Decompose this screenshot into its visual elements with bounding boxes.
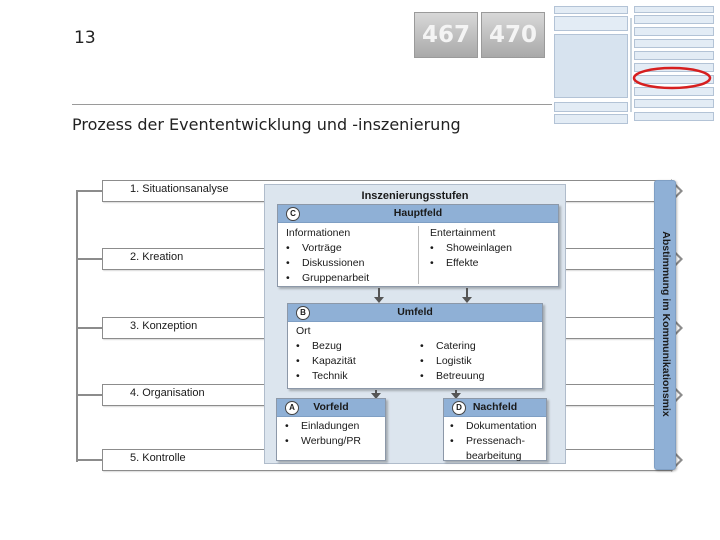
page-reference-1: 467 [414,12,478,58]
inszenierungsstufen-panel [264,184,566,464]
list-item: • Kapazität [296,354,356,369]
list-item: • Pressenach- [450,434,537,449]
nachfeld-box [443,398,547,461]
list-item: • Logistik [420,354,484,369]
field-title: Hauptfeld [393,207,443,219]
field-title: Nachfeld [472,401,518,413]
vorfeld-list [285,419,361,449]
column-heading: Ort [296,325,311,337]
marker-c: C [286,207,300,221]
highlight-ellipse [554,6,714,124]
page-reference-2: 470 [481,12,545,58]
page-title: Prozess der Evententwicklung und -inszenierung [72,115,461,134]
panel-title: Inszenierungsstufen [361,190,469,202]
nachfeld-list [450,419,537,464]
list-item: • Diskussionen [286,256,369,271]
side-label: Abstimmung im Kommunikationsmix [660,231,672,417]
hauptfeld-box [277,204,559,287]
arrow-down [375,390,377,394]
list-item: • Gruppenarbeit [286,271,369,286]
informationen-column [286,226,369,286]
arrow-down [466,288,468,298]
vorfeld-box [276,398,386,461]
stage-label: 4. Organisation [130,387,205,399]
list-item: • Showeinlagen [430,241,512,256]
page-number: 13 [74,28,96,48]
column-heading: Entertainment [430,227,496,239]
stage-label: 3. Konzeption [130,320,198,332]
list-item: • Einladungen [285,419,361,434]
marker-a: A [285,401,299,415]
column-heading: Informationen [286,227,351,239]
umfeld-box [287,303,543,389]
ort-column [296,324,356,384]
list-item: • Technik [296,369,356,384]
process-diagram [66,176,680,476]
field-title: Umfeld [397,306,433,318]
process-overview-thumbnail [554,6,714,124]
services-column [420,339,484,384]
list-item: • Betreuung [420,369,484,384]
list-item: • Catering [420,339,484,354]
arrow-down [455,390,457,394]
stage-label: 5. Kontrolle [130,452,186,464]
list-item: • Dokumentation [450,419,537,434]
list-item: • Bezug [296,339,356,354]
list-item: • Werbung/PR [285,434,361,449]
arrow-down [378,288,380,298]
marker-d: D [452,401,466,415]
stage-label: 2. Kreation [130,251,184,263]
stage-label: 1. Situationsanalyse [130,183,229,195]
entertainment-column [430,226,512,271]
list-item: • Vorträge [286,241,369,256]
kommunikationsmix-bar [654,180,676,470]
field-title: Vorfeld [313,401,349,413]
marker-b: B [296,306,310,320]
list-item: • Effekte [430,256,512,271]
list-item-continuation: bearbeitung [466,450,522,462]
title-rule [72,104,552,105]
